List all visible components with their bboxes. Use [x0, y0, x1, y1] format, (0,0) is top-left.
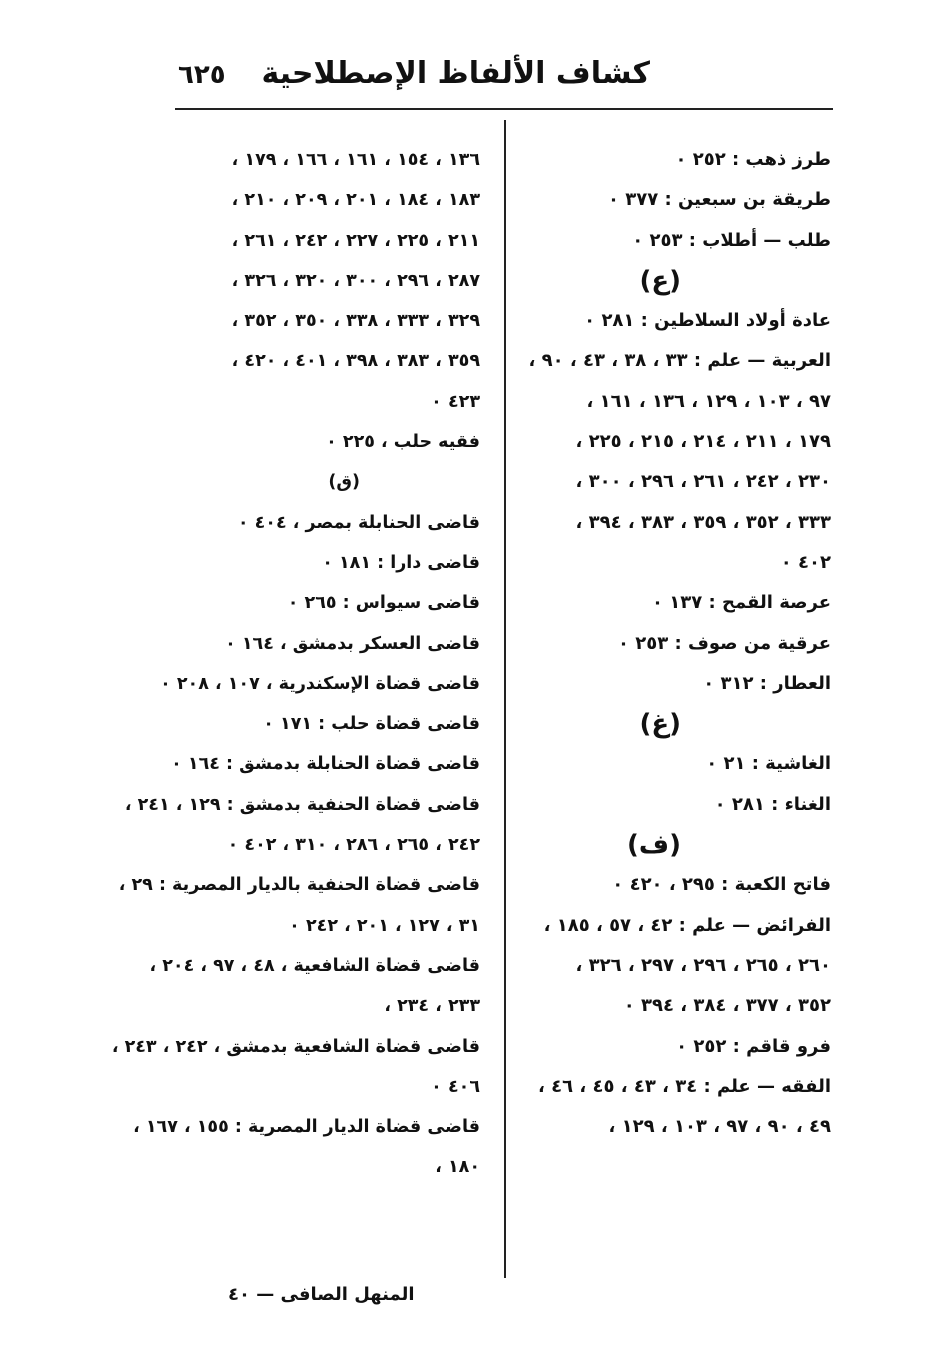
- index-entry: ٢٨٧ ، ٢٩٦ ، ٣٠٠ ، ٣٢٠ ، ٣٢٦ ،: [231, 270, 480, 291]
- index-entry: ٣٥٢ ، ٣٧٧ ، ٣٨٤ ، ٣٩٤ ٠: [623, 995, 831, 1017]
- index-entry: ٢٣٠ ، ٢٤٢ ، ٢٦١ ، ٢٩٦ ، ٣٠٠ ،: [575, 471, 831, 493]
- index-entry: ٣٢٩ ، ٣٣٣ ، ٣٣٨ ، ٣٥٠ ، ٣٥٢ ،: [231, 311, 480, 332]
- index-entry: عرقية من صوف : ٢٥٣ ٠: [618, 632, 831, 654]
- footer-signature: المنهل الصافى — ٤٠: [228, 1284, 415, 1305]
- section-heading: (غ): [639, 709, 681, 740]
- index-entry: قاضى سيواس : ٢٦٥ ٠: [287, 593, 480, 614]
- index-entry: الفقه — علم : ٣٤ ، ٤٣ ، ٤٥ ، ٤٦ ،: [538, 1075, 831, 1097]
- index-entry: ٤٠٦ ٠: [431, 1076, 480, 1097]
- index-entry: ٢٦٠ ، ٢٦٥ ، ٢٩٦ ، ٢٩٧ ، ٣٢٦ ،: [575, 954, 831, 976]
- page-number: ٦٢٥: [178, 60, 226, 90]
- index-entry: ١٨٣ ، ١٨٤ ، ٢٠١ ، ٢٠٩ ، ٢١٠ ،: [231, 190, 480, 211]
- index-entry: فاتح الكعبة : ٢٩٥ ، ٤٢٠ ٠: [612, 874, 831, 896]
- index-entry: قاضى العسكر بدمشق ، ١٦٤ ٠: [225, 633, 480, 654]
- index-entry: ١٧٩ ، ٢١١ ، ٢١٤ ، ٢١٥ ، ٢٢٥ ،: [575, 431, 831, 453]
- index-entry: ٤٠٢ ٠: [780, 551, 831, 573]
- index-entry: عرصة القمح : ١٣٧ ٠: [652, 592, 831, 614]
- section-heading: (ف): [627, 830, 681, 861]
- left-index-column: [111, 140, 480, 1188]
- index-entry: قاضى الحنابلة بمصر ، ٤٠٤ ٠: [237, 512, 480, 533]
- index-entry: ٩٧ ، ١٠٣ ، ١٢٩ ، ١٣٦ ، ١٦١ ،: [586, 390, 831, 412]
- index-entry: قاضى قضاة حلب : ١٧١ ٠: [263, 714, 480, 735]
- index-entry: ٣٥٩ ، ٣٨٣ ، ٣٩٨ ، ٤٠١ ، ٤٢٠ ،: [231, 351, 480, 372]
- index-entry: ٤٢٣ ٠: [431, 391, 480, 412]
- right-index-column: [525, 140, 831, 1147]
- index-entry: عادة أولاد السلاطين : ٢٨١ ٠: [584, 310, 831, 332]
- index-entry: قاضى قضاة الشافعية بدمشق ، ٢٤٢ ، ٢٤٣ ،: [111, 1036, 480, 1057]
- header-divider: [175, 108, 833, 110]
- section-heading: (ق): [328, 472, 360, 493]
- section-heading: (ع): [639, 265, 681, 296]
- index-entry: ٢٤٢ ، ٢٦٥ ، ٢٨٦ ، ٣١٠ ، ٤٠٢ ٠: [227, 835, 480, 856]
- index-entry: العربية — علم : ٣٣ ، ٣٨ ، ٤٣ ، ٩٠ ،: [528, 350, 831, 372]
- index-entry: العطار : ٣١٢ ٠: [703, 672, 831, 694]
- index-entry: طريقة بن سبعين : ٣٧٧ ٠: [607, 189, 831, 211]
- index-entry: الغاشية : ٢١ ٠: [706, 753, 831, 775]
- index-entry: ٢١١ ، ٢٢٥ ، ٢٢٧ ، ٢٤٢ ، ٢٦١ ،: [231, 230, 480, 251]
- index-entry: الفرائض — علم : ٤٢ ، ٥٧ ، ١٨٥ ،: [543, 914, 831, 936]
- index-entry: قاضى قضاة الشافعية ، ٤٨ ، ٩٧ ، ٢٠٤ ،: [149, 955, 480, 976]
- index-entry: ٣٣٣ ، ٣٥٢ ، ٣٥٩ ، ٣٨٣ ، ٣٩٤ ،: [575, 511, 831, 533]
- index-entry: فقيه حلب ، ٢٢٥ ٠: [326, 432, 480, 453]
- index-entry: ١٨٠ ،: [435, 1157, 480, 1178]
- index-entry: طرز ذهب : ٢٥٢ ٠: [675, 149, 831, 170]
- index-entry: ٤٩ ، ٩٠ ، ٩٧ ، ١٠٣ ، ١٢٩ ،: [608, 1116, 831, 1138]
- index-entry: ٢٣٣ ، ٢٣٤ ،: [384, 996, 480, 1017]
- index-entry: فرو قاقم : ٢٥٢ ٠: [676, 1035, 831, 1057]
- index-entry: قاضى قضاة الإسكندرية ، ١٠٧ ، ٢٠٨ ٠: [160, 673, 480, 694]
- index-entry: قاضى قضاة الحنفية بدمشق : ١٢٩ ، ٢٤١ ،: [124, 794, 480, 815]
- index-entry: الغناء : ٢٨١ ٠: [714, 793, 831, 815]
- index-entry: قاضى دارا : ١٨١ ٠: [322, 552, 480, 573]
- index-entry: قاضى قضاة الديار المصرية : ١٥٥ ، ١٦٧ ،: [133, 1117, 480, 1138]
- index-entry: ٣١ ، ١٢٧ ، ٢٠١ ، ٢٤٢ ٠: [289, 915, 480, 936]
- index-entry: قاضى قضاة الحنفية بالديار المصرية : ٢٩ ،: [118, 875, 480, 896]
- index-entry: طلب — أطلاب : ٢٥٣ ٠: [632, 229, 831, 251]
- index-entry: قاضى قضاة الحنابلة بدمشق : ١٦٤ ٠: [171, 754, 480, 775]
- column-divider: [504, 120, 506, 1278]
- index-entry: ١٣٦ ، ١٥٤ ، ١٦١ ، ١٦٦ ، ١٧٩ ،: [231, 150, 480, 170]
- page-title: كشاف الألفاظ الإصطلاحية: [261, 56, 650, 91]
